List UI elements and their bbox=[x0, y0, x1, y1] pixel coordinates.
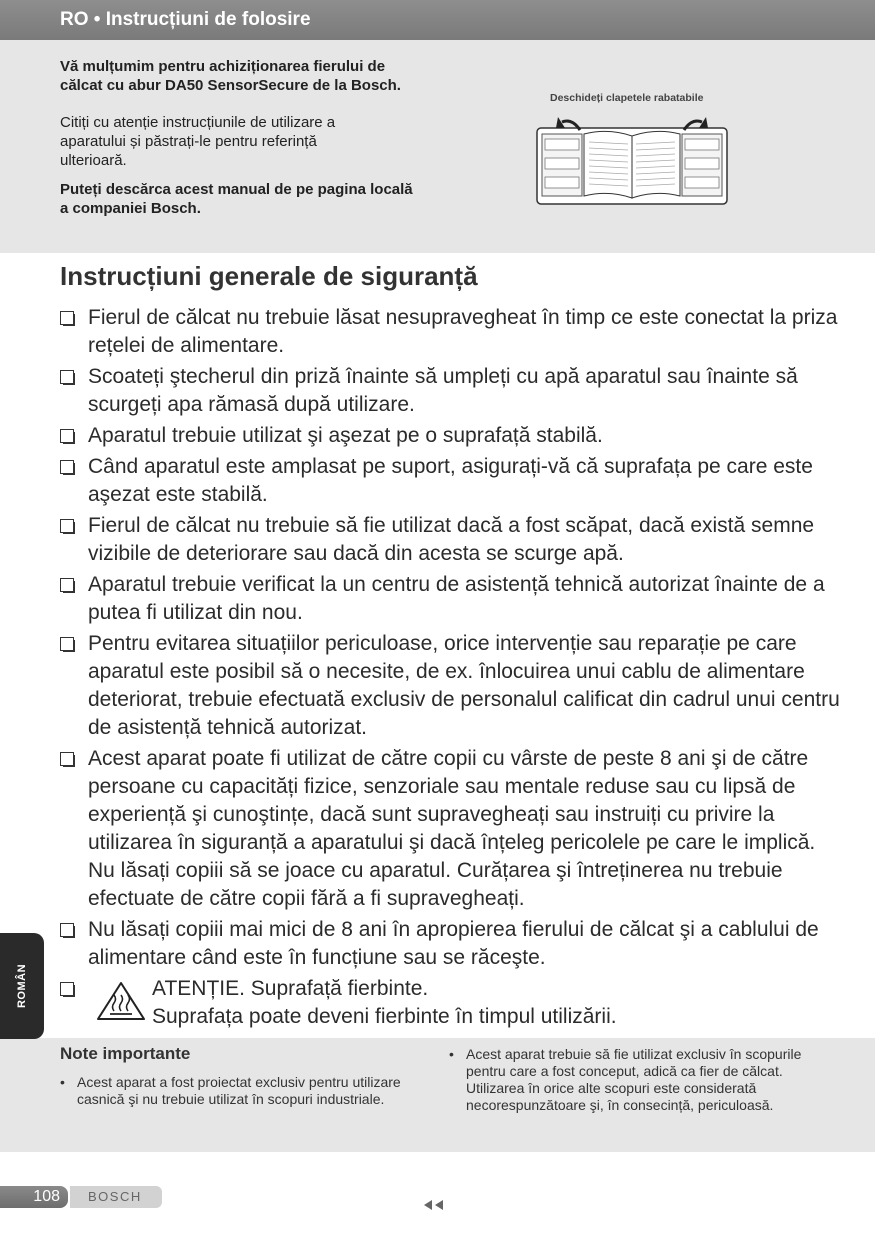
note-left: • Acest aparat a fost proiectat exclusiv pentru utilizare casnică şi nu trebuie utilizat în scopuri industriale. bbox=[60, 1074, 401, 1107]
checkbox-icon bbox=[60, 429, 74, 443]
list-item: Scoateți ştecherul din priză înainte să umpleți cu apă aparatul sau înainte să scurgeți apa rămasă după utilizare. bbox=[60, 363, 840, 419]
checkbox-icon bbox=[60, 311, 74, 325]
checkbox-icon bbox=[60, 923, 74, 937]
checkbox-icon bbox=[60, 519, 74, 533]
checkbox-icon bbox=[60, 578, 74, 592]
list-item: Acest aparat poate fi utilizat de către copii cu vârste de peste 8 ani şi de către persoane cu capacități fizice, senzoriale sau mentale reduse sau cu lipsă de experiență şi cunoştințe, dacă sunt supravegheați sau instruiți cu privire la utilizarea în siguranță a aparatului şi dacă înțeleg pericolele pe care le implică. Nu lăsați copiii să se joace cu aparatul. Curățarea şi întreținerea nu trebuie efectuate de către copii fără a fi supravegheați. bbox=[60, 745, 840, 913]
page-number: 108 bbox=[0, 1186, 68, 1208]
note-right: • Acest aparat trebuie să fie utilizat exclusiv în scopurile pentru care a fost conceput, adică ca fier de călcat. Utilizarea în orice alte scopuri este considerată necorespunzătoare şi, în consecință, periculoasă. bbox=[449, 1046, 802, 1113]
intro-thanks: Vă mulțumim pentru achiziționarea fierului de călcat cu abur DA50 SensorSecure de la Bosch. bbox=[60, 58, 401, 94]
notes-panel bbox=[0, 1038, 875, 1152]
list-item: Când aparatul este amplasat pe suport, asigurați-vă că suprafața pe care este aşezat este stabilă. bbox=[60, 453, 840, 509]
bullet-icon: • bbox=[60, 1074, 65, 1090]
figure-caption: Deschideți clapetele rabatabile bbox=[550, 92, 704, 104]
language-tab-label: ROMÂN bbox=[16, 963, 28, 1009]
hot-surface-warning-icon bbox=[96, 981, 146, 1021]
previous-page-icon[interactable] bbox=[422, 1198, 450, 1212]
notes-title: Note importante bbox=[60, 1044, 191, 1063]
checkbox-icon bbox=[60, 637, 74, 651]
warning-line-1: ATENȚIE. Suprafață fierbinte. bbox=[152, 977, 429, 1000]
list-item: Fierul de călcat nu trebuie lăsat nesupravegheat în timp ce este conectat la priza rețelei de alimentare. bbox=[60, 304, 840, 360]
safety-section bbox=[60, 258, 840, 1034]
page-header bbox=[0, 0, 875, 40]
list-item: Nu lăsați copiii mai mici de 8 ani în apropierea fierului de călcat şi a cablului de alimentare când este în funcțiune sau se răceşte. bbox=[60, 916, 840, 972]
list-item: Aparatul trebuie verificat la un centru de asistență tehnică autorizat înainte de a putea fi utilizat din nou. bbox=[60, 571, 840, 627]
safety-list bbox=[60, 304, 840, 1031]
checkbox-icon bbox=[60, 982, 74, 996]
list-item: Aparatul trebuie utilizat şi aşezat pe o suprafață stabilă. bbox=[60, 422, 840, 450]
list-item-warning bbox=[60, 975, 840, 1031]
intro-download: Puteți descărca acest manual de pe pagina locală a companiei Bosch. bbox=[60, 181, 413, 217]
open-flaps-illustration bbox=[534, 108, 730, 206]
bullet-icon: • bbox=[449, 1046, 454, 1062]
checkbox-icon bbox=[60, 460, 74, 474]
list-item: Fierul de călcat nu trebuie să fie utilizat dacă a fost scăpat, dacă există semne vizibile de deteriorare sau dacă din acesta se scurge apă. bbox=[60, 512, 840, 568]
list-item: Pentru evitarea situațiilor periculoase, orice intervenție sau reparație pe care aparatul este posibil să o necesite, de ex. înlocuirea unui cablu de alimentare deteriorat, trebuie efectuată exclusiv de personalul calificat din cadrul unui centru de asistență tehnică autorizat. bbox=[60, 630, 840, 742]
language-tab bbox=[0, 933, 44, 1039]
checkbox-icon bbox=[60, 370, 74, 384]
safety-title: Instrucțiuni generale de siguranță bbox=[60, 261, 478, 291]
checkbox-icon bbox=[60, 752, 74, 766]
header-title: RO • Instrucțiuni de folosire bbox=[60, 9, 311, 30]
warning-line-2: Suprafața poate deveni fierbinte în timpul utilizării. bbox=[152, 1005, 617, 1028]
intro-panel bbox=[0, 40, 875, 253]
intro-read: Citiți cu atenție instrucțiunile de utilizare a aparatului și păstrați-le pentru referință ulterioară. bbox=[60, 114, 336, 169]
brand-label: BOSCH bbox=[70, 1186, 162, 1208]
